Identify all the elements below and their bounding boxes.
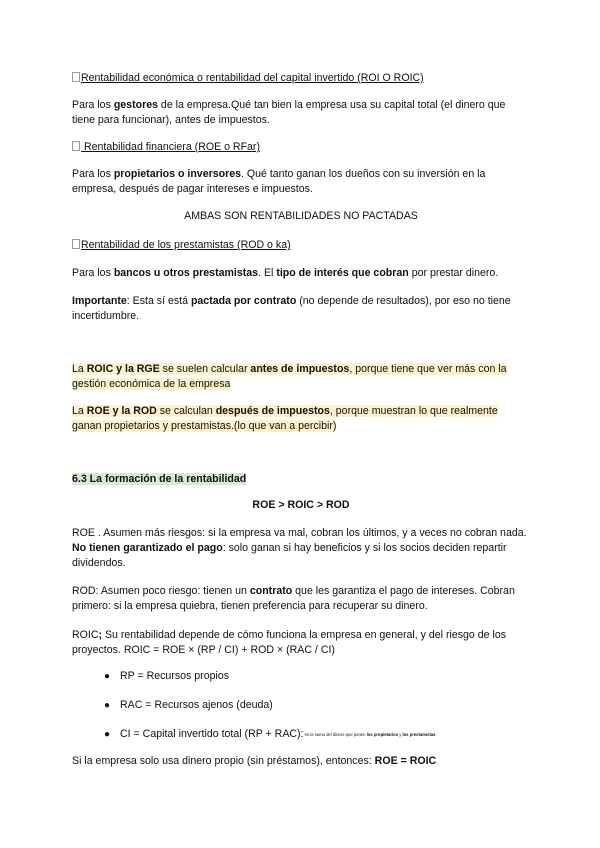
bullet-icon: ● xyxy=(104,671,111,682)
checkbox-glyph-icon xyxy=(72,239,80,249)
checkbox-glyph-icon xyxy=(72,141,80,151)
section-heading-6-3: 6.3 La formación de la rentabilidad xyxy=(72,473,247,485)
paragraph-roic-formula: ROIC; Su rentabilidad depende de cómo funciona la empresa en general, y del riesgo de los proyectos. ROIC = ROE × (RP / CI) + ROD × (RAC / CI) xyxy=(72,629,507,656)
list-item: ● RP = Recursos propios xyxy=(104,670,230,682)
paragraph-conclusion: Si la empresa solo usa dinero propio (sin préstamos), entonces: ROE = ROIC xyxy=(72,755,437,767)
paragraph-rod-prestamistas: Para los bancos u otros prestamistas. El tipo de interés que cobran por prestar dinero. xyxy=(72,267,499,279)
list-item: ● RAC = Recursos ajenos (deuda) xyxy=(104,699,273,711)
heading-rod: Rentabilidad de los prestamistas (ROD o ka) xyxy=(72,238,530,253)
paragraph-rod-riesgo: ROD: Asumen poco riesgo: tienen un contrato que les garantiza el pago de intereses. Cobran primero: si la empresa quiebra, tienen preferencia para recuperar su dinero. xyxy=(72,585,515,612)
centered-note: AMBAS SON RENTABILIDADES NO PACTADAS xyxy=(184,210,418,222)
checkbox-glyph-icon xyxy=(72,72,80,82)
paragraph-roic-gestores: Para los gestores de la empresa.Qué tan bien la empresa usa su capital total (el dinero que tiene para funcionar), antes de impuestos. xyxy=(72,99,506,126)
bullet-icon: ● xyxy=(104,700,111,711)
highlight-roic-rge: La ROIC y la RGE se suelen calcular antes de impuestos, porque tiene que ver más con la gestión económica de la empresa xyxy=(72,363,507,390)
formula-order: ROE > ROIC > ROD xyxy=(252,499,350,511)
list-item: ● CI = Capital invertido total (RP + RAC): es la suma del dinero que ponen los propietarios y los prestamistas. xyxy=(104,728,437,740)
paragraph-importante: Importante: Esta sí está pactada por contrato (no depende de resultados), por eso no tiene incertidumbre. xyxy=(72,295,511,322)
heading-roe: Rentabilidad financiera (ROE o RFar) xyxy=(72,140,530,155)
paragraph-roe-propietarios: Para los propietarios o inversores. Qué tanto ganan los dueños con su inversión en la empresa, después de pagar intereses e impuestos. xyxy=(72,168,486,195)
bullet-icon: ● xyxy=(104,729,111,740)
heading-roic: Rentabilidad económica o rentabilidad del capital invertido (ROI O ROIC) xyxy=(72,71,530,86)
highlight-roe-rod: La ROE y la ROD se calculan después de impuestos, porque muestran lo que realmente ganan propietarios y prestamistas.(lo que van a percibir) xyxy=(72,405,498,432)
paragraph-roe-riesgo: ROE . Asumen más riesgos: si la empresa va mal, cobran los últimos, y a veces no cobran nada. No tienen garantizado el pago: solo ganan si hay beneficios y si los socios deciden repartir dividendos. xyxy=(72,527,527,569)
